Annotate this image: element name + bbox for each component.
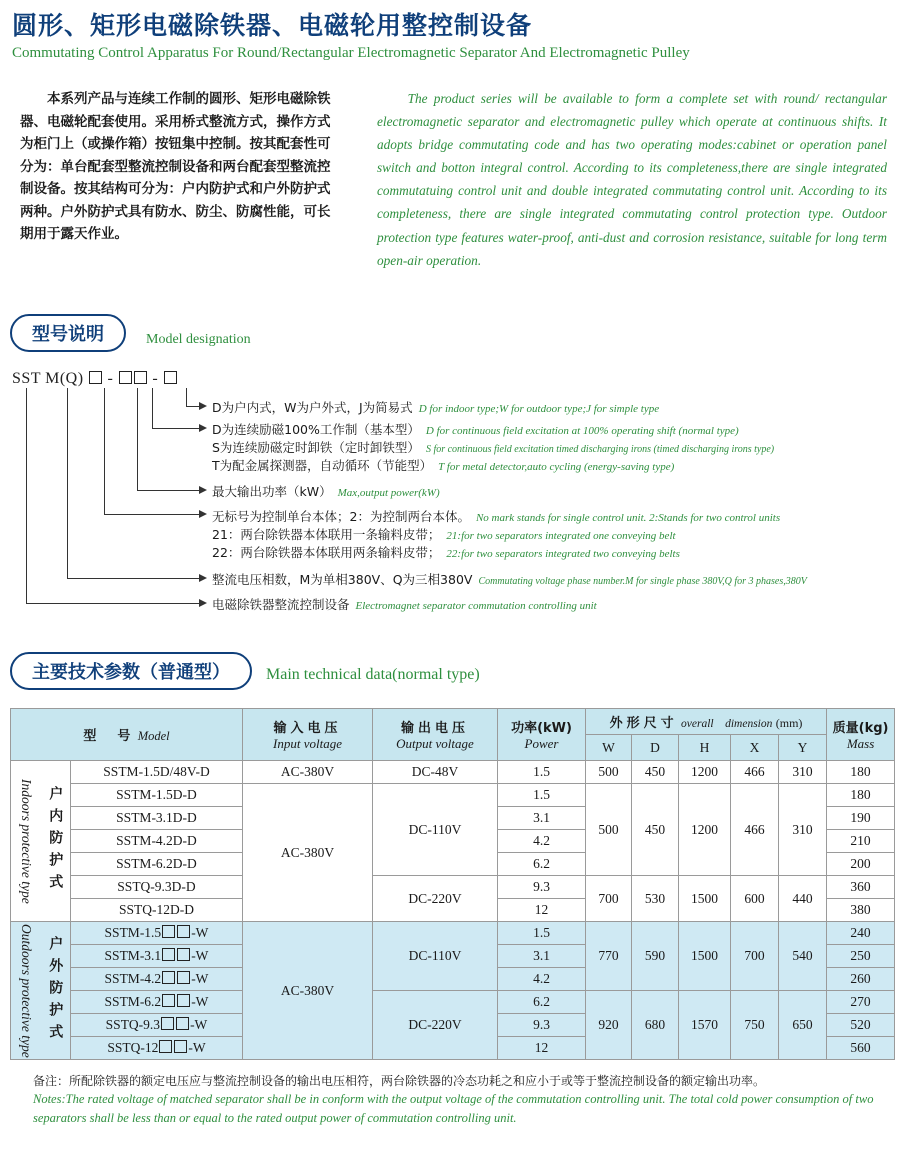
code-prefix: SST	[12, 370, 42, 387]
note-chinese: 备注：所配除铁器的额定电压应与整流控制设备的输出电压相符，两台除铁器的冷态功耗之和应小于或等于整流控制设备的额定输出功率。	[33, 1074, 766, 1088]
table-row: Indoors protective type 户内防护式 SSTM-1.5D/48V-D AC-380V DC-48V 1.5 500 450 1200 466 310 180	[11, 761, 895, 784]
table-row: SSTM-4.2 -W 4.2 260	[11, 968, 895, 991]
table-row: SSTQ-12 -W 12 560	[11, 1037, 895, 1060]
model-desc-voltage: 整流电压相数，M为单相380V、Q为三相380V Commutating voltage phase number.M for single phase 380V,Q for 3 phases,380V	[212, 572, 807, 587]
header-x: X	[731, 735, 779, 761]
data-section-title: 主要技术参数（普通型）	[10, 652, 252, 690]
power-cell: 1.5	[498, 761, 586, 784]
header-output: 输出电压 Output voltage	[373, 709, 498, 761]
header-model: 型 号 Model	[11, 709, 243, 761]
intro-chinese: 本系列产品与连续工作制的圆形、矩形电磁除铁器、电磁轮配套使用。采用桥式整流方式，操作方式为柜门上（或操作箱）按钮集中控制。按其配套性可分为：单台配套型整流控制设备和两台配套型整流控制设备。按其结构可分为：户内防护式和户外防护式两种。户外防护式具有防水、防尘、防腐性能，可长期用于露天作业。	[20, 91, 331, 242]
code-box	[134, 371, 147, 384]
code-box	[89, 371, 102, 384]
table-row: Outdoors protective type 户外防护式 SSTM-1.5 -W AC-380V DC-110V 1.5 770 590 1500 700 540 240	[11, 922, 895, 945]
header-y: Y	[779, 735, 827, 761]
table-row: SSTM-6.2 -W DC-220V 6.2 920 680 1570 750 650 270	[11, 991, 895, 1014]
model-desc-22: 22：两台除铁器本体联用两条输料皮带； 22:for two separators integrated two conveying belts	[212, 545, 680, 560]
outdoor-label-cn: 户外防护式	[41, 922, 71, 1060]
header-mass: 质量(kg) Mass	[827, 709, 895, 761]
header-h: H	[679, 735, 731, 761]
code-box	[164, 371, 177, 384]
model-desc-type: D为户内式，W为户外式，J为简易式 D for indoor type;W for outdoor type;J for simple type	[212, 400, 660, 415]
model-desc-power: 最大输出功率（kW） Max,output power(kW)	[212, 484, 440, 499]
model-desc-units: 无标号为控制单台本体；2：为控制两台本体。 No mark stands for single control unit. 2:Stands for two control units	[212, 509, 781, 524]
model-section-title-en: Model designation	[146, 332, 251, 347]
note-english: Notes:The rated voltage of matched separator shall be in conform with the output voltage of the commutation controlling unit. The total cold power consumption of two separators shall be less than or equal to the rated output power of commutation controlling unit.	[33, 1092, 874, 1125]
header-input: 输入电压 Input voltage	[243, 709, 373, 761]
model-section-title: 型号说明	[10, 314, 126, 352]
indoor-label-cn: 户内防护式	[41, 761, 71, 922]
table-row: SSTM-4.2D-D 4.2 210	[11, 830, 895, 853]
code-m: M	[45, 370, 60, 387]
model-desc-t: T为配金属探测器，自动循环（节能型） T for metal detector,auto cycling (energy-saving type)	[212, 458, 675, 473]
mass-cell: 180	[827, 761, 895, 784]
indoor-label-en: Indoors protective type	[11, 761, 41, 922]
table-row: SSTM-3.1D-D 3.1 190	[11, 807, 895, 830]
data-section-title-en: Main technical data(normal type)	[266, 666, 480, 683]
model-desc-s: S为连续励磁定时卸铁（定时卸铁型） S for continuous field excitation timed discharging irons (timed discharging irons type)	[212, 440, 775, 455]
table-row: SSTM-6.2D-D 6.2 200	[11, 853, 895, 876]
intro-english: The product series will be available to form a complete set with round/ rectangular electromagnetic separator and electromagnetic pulley which operate at continuous shifts. It adopts bridge commutating code and has two operating modes:cabinet or operation panel switch and botton integral control. According to its completeness,there are single integrated commutatuing control unit and double integrated commutating control unit. According to its completeness, there are single integrated commutating control protection type. Outdoor protection type features water-proof, anti-dust and corrosion resistance, suitable for long term open-air operation.	[377, 91, 887, 268]
table-row: SSTM-1.5D-D AC-380V DC-110V 1.5 500 450 1200 466 310 180	[11, 784, 895, 807]
code-box	[119, 371, 132, 384]
header-w: W	[586, 735, 632, 761]
header-d: D	[632, 735, 679, 761]
table-row: SSTQ-9.3D-D DC-220V 9.3 700 530 1500 600 440 360	[11, 876, 895, 899]
model-cell: SSTM-1.5D/48V-D	[71, 761, 243, 784]
output-cell: DC-48V	[373, 761, 498, 784]
table-row: SSTQ-12D-D 12 380	[11, 899, 895, 922]
spec-table	[10, 708, 895, 1060]
page-title: 圆形、矩形电磁除铁器、电磁轮用整控制设备	[12, 11, 533, 40]
model-desc-unit: 电磁除铁器整流控制设备 Electromagnet separator commutation controlling unit	[212, 597, 597, 612]
code-q: (Q)	[59, 370, 84, 387]
header-power: 功率(kW) Power	[498, 709, 586, 761]
model-desc-d: D为连续励磁100%工作制（基本型） D for continuous field excitation at 100% operating shift (normal type)	[212, 422, 739, 437]
header-dimension: 外形尺寸 overall dimension (mm)	[586, 709, 827, 735]
input-cell: AC-380V	[243, 761, 373, 784]
page-subtitle: Commutating Control Apparatus For Round/Rectangular Electromagnetic Separator And Electromagnetic Pulley	[12, 45, 690, 61]
model-desc-21: 21：两台除铁器本体联用一条输料皮带； 21:for two separators integrated one conveying belt	[212, 527, 676, 542]
model-code: SST M(Q) - -	[12, 370, 178, 388]
table-row: SSTM-3.1 -W 3.1 250	[11, 945, 895, 968]
table-row: SSTQ-9.3 -W 9.3 520	[11, 1014, 895, 1037]
outdoor-label-en: Outdoors protective type	[11, 922, 41, 1060]
